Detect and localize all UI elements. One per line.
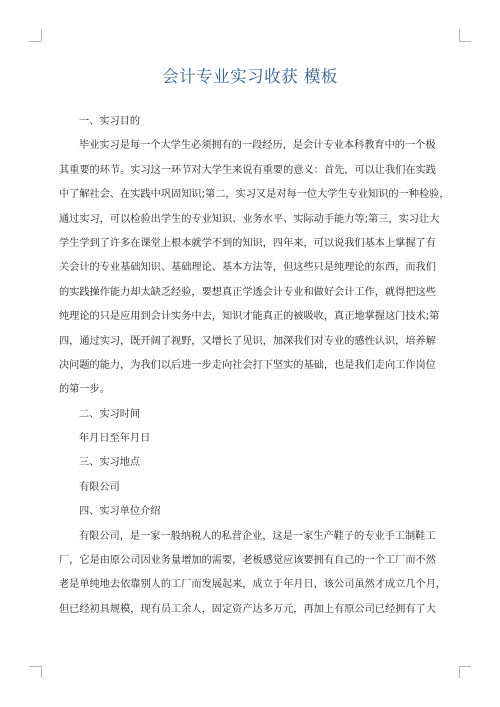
section-heading: 三、实习地点	[79, 457, 141, 469]
paragraph-line: 有限公司，是一家一般纳税人的私营企业，这是一家生产鞋子的专业手工制鞋工	[79, 530, 436, 542]
paragraph-line: 决问题的能力，为我们以后进一步走向社会打下坚实的基础，也是我们走向工作岗位	[59, 359, 436, 371]
section-heading: 四、实习单位介绍	[79, 506, 161, 518]
paragraph-line: 厂，它是由原公司因业务量增加的需要，老板感觉应该要拥有自己的一个工厂而不然	[59, 555, 436, 567]
paragraph-line: 其重要的环节。实习这一环节对大学生来说有重要的意义：首先，可以让我们在实践	[59, 164, 436, 176]
document-title: 会计专业实习收获 模板	[162, 67, 338, 86]
section-heading: 一、实习目的	[79, 116, 141, 127]
crop-mark-bottom-left-h	[29, 666, 41, 667]
paragraph-line: 关会计的专业基础知识、基础理论、基本方法等，但这些只是纯理论的东西，而我们	[59, 262, 436, 274]
crop-mark-top-right-h	[459, 41, 471, 42]
paragraph-line: 老是单纯地去依靠别人的工厂而发展起来，成立于年月日，该公司虽然才成立几个月，	[59, 579, 447, 591]
crop-mark-bottom-right-h	[459, 666, 471, 667]
section-heading: 二、实习时间	[79, 408, 141, 420]
crop-mark-top-right-v	[459, 29, 460, 41]
paragraph-line: 学生学到了许多在课堂上根本就学不到的知识，四年来，可以说我们基本上掌握了有	[59, 237, 436, 249]
document-body	[59, 110, 450, 622]
crop-mark-top-left-v	[41, 29, 42, 41]
paragraph-line: 中了解社会、在实践中巩固知识;第二，实习又是对每一位大学生专业知识的一种检验，	[59, 189, 450, 201]
paragraph-line: 的实践操作能力却太缺乏经验，要想真正学透会计专业和做好会计工作，就得把这些	[59, 286, 436, 298]
paragraph-line: 通过实习，可以检验出学生的专业知识、业务水平、实际动手能力等;第三，实习让大	[59, 213, 440, 225]
paragraph-line: 有限公司	[79, 481, 120, 493]
crop-mark-top-left-h	[29, 41, 41, 42]
paragraph-line: 纯理论的只是应用到会计实务中去，知识才能真正的被吸收，真正地掌握这门技术;第	[59, 311, 440, 323]
paragraph-line: 但已经初具规模，现有员工余人，固定资产达多万元，再加上有原公司已经拥有了大	[59, 603, 436, 615]
paragraph-line: 年月日至年月日	[79, 433, 151, 445]
crop-mark-bottom-right-v	[459, 666, 460, 678]
paragraph-line: 毕业实习是每一个大学生必须拥有的一段经历，是会计专业本科教育中的一个极	[79, 140, 436, 152]
paragraph-line: 四，通过实习，既开阔了视野，又增长了见识，加深我们对专业的感性认识，培养解	[59, 335, 436, 347]
crop-mark-bottom-left-v	[41, 666, 42, 678]
paragraph-line: 的第一步。	[59, 384, 110, 396]
